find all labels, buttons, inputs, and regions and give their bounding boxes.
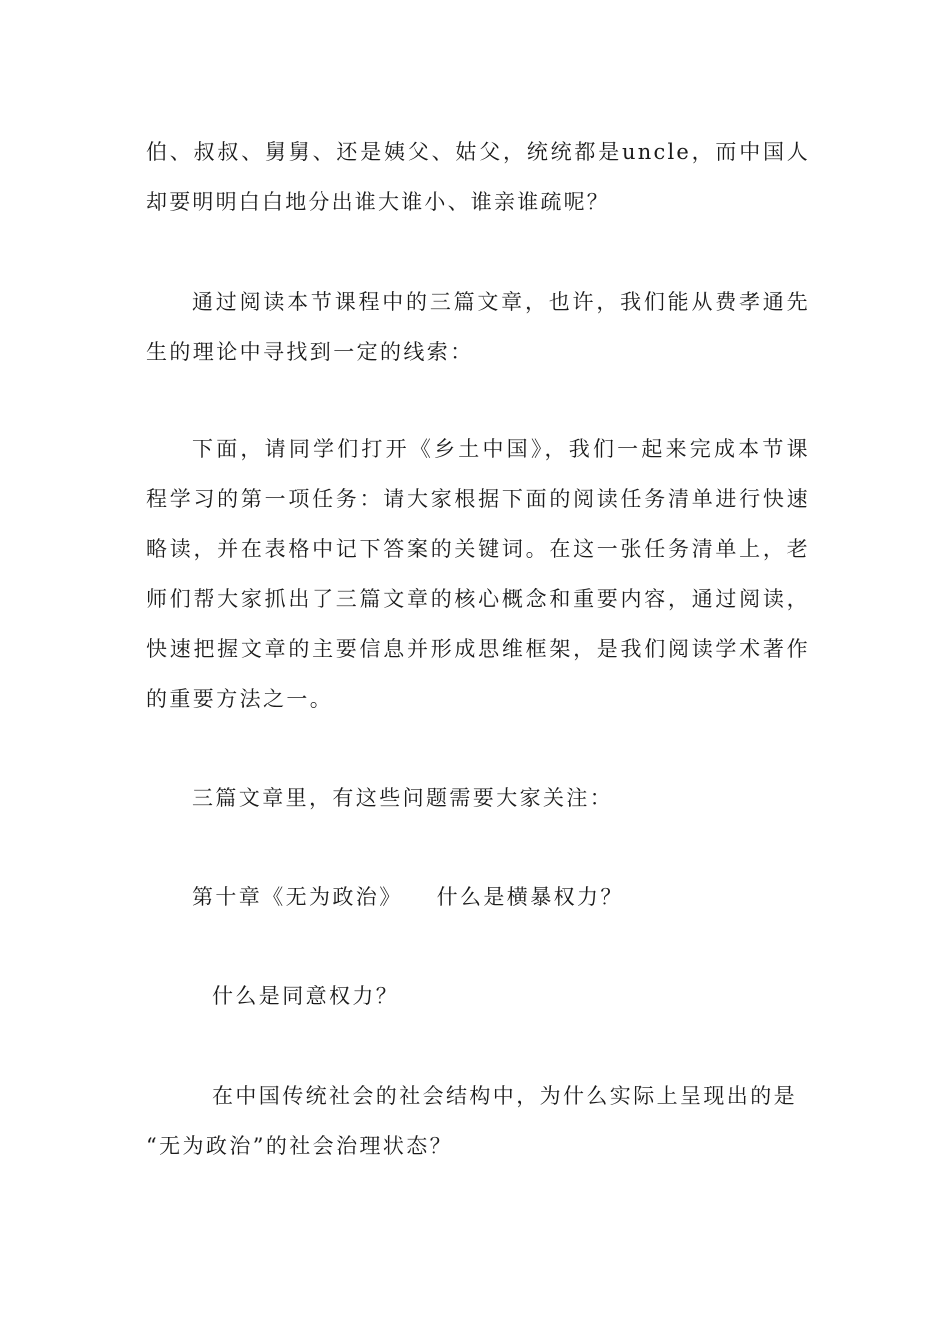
paragraph-task-instructions: 下面，请同学们打开《乡土中国》，我们一起来完成本节课程学习的第一项任务：请大家根据下面的阅读任务清单进行快速略读，并在表格中记下答案的关键词。在这一张任务清单上，老师们帮大家抓出了三篇文章的核心概念和重要内容，通过阅读，快速把握文章的主要信息并形成思维框架，是我们阅读学术著作的重要方法之一。 xyxy=(146,437,810,711)
question-consent-power: 什么是同意权力？ xyxy=(212,984,400,1008)
chapter-title: 第十章《无为政治》 xyxy=(192,885,403,909)
paragraph-reading-intro: 通过阅读本节课程中的三篇文章，也许，我们能从费孝通先生的理论中寻找到一定的线索： xyxy=(146,290,810,364)
question-line-1: 在中国传统社会的社会结构中，为什么实际上呈现出的是 xyxy=(212,1084,797,1108)
paragraph-uncle-comparison: 伯、叔叔、舅舅、还是姨父、姑父，统统都是uncle，而中国人却要明明白白地分出谁大谁小、谁亲谁疏呢？ xyxy=(146,140,810,214)
question-non-action-politics xyxy=(146,1071,810,1171)
question-line-2: “无为政治”的社会治理状态？ xyxy=(146,1134,454,1158)
paragraph-chapter-ten xyxy=(146,872,810,922)
question-coercive-power: 什么是横暴权力？ xyxy=(436,885,624,909)
paragraph-questions-intro: 三篇文章里，有这些问题需要大家关注： xyxy=(192,786,614,810)
